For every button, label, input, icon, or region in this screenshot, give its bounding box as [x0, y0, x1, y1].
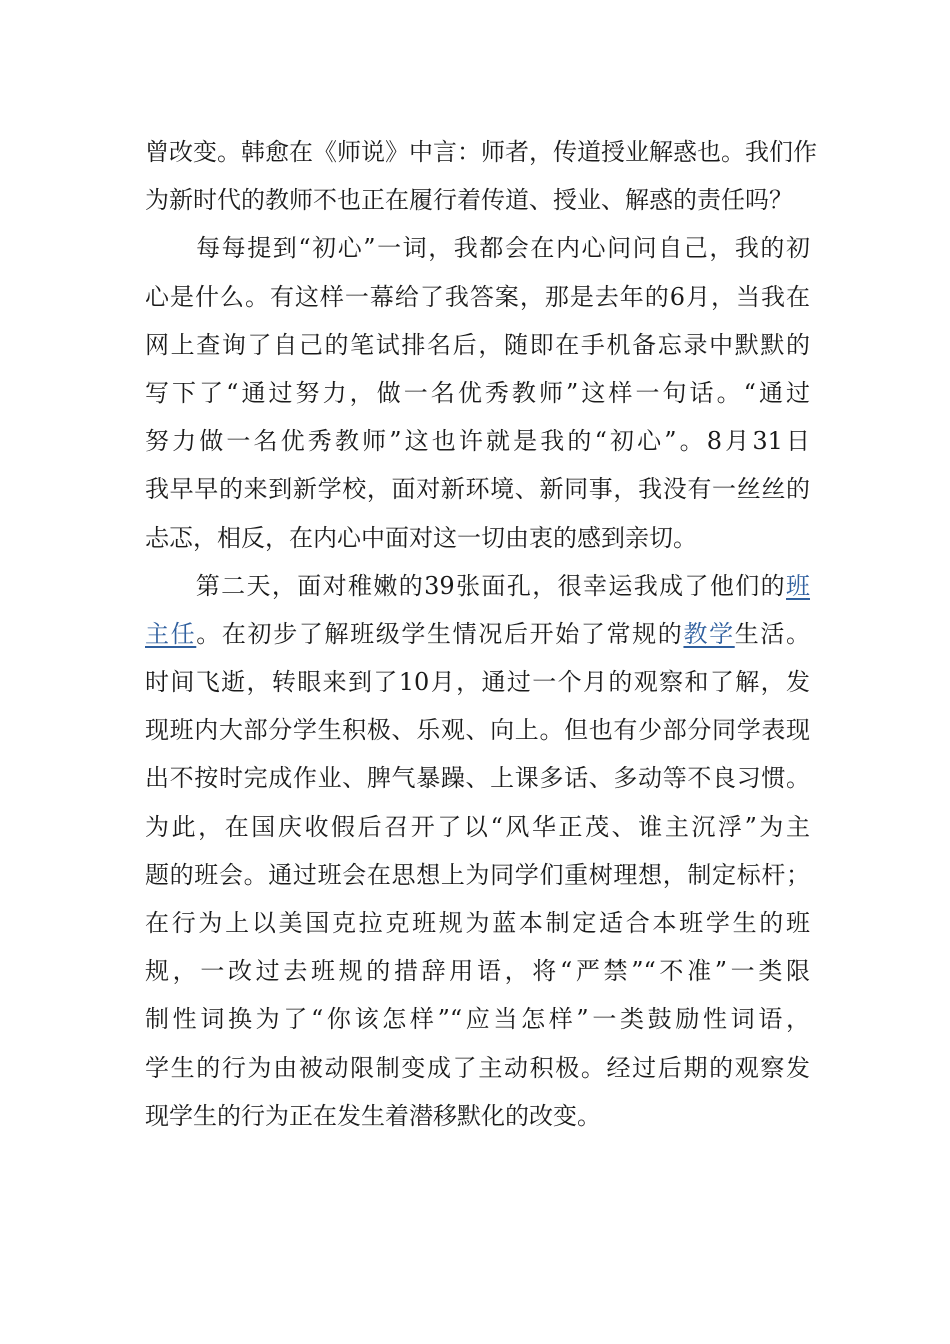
text-line: 努力做一名优秀教师”这也许就是我的“初心”。8月31日	[145, 427, 810, 456]
text-line: 现学生的行为正在发生着潜移默化的改变。	[145, 1101, 601, 1130]
text-line	[145, 610, 810, 658]
text-line: 规，一改过去班规的措辞用语，将“严禁”“不准”一类限	[145, 957, 810, 986]
text-line: 为新时代的教师不也正在履行着传道、授业、解惑的责任吗？	[145, 186, 793, 215]
text-line: 我早早的来到新学校，面对新环境、新同事，我没有一丝丝的	[145, 475, 810, 504]
text-line: 写下了“通过努力，做一名优秀教师”这样一句话。“通过	[145, 378, 810, 407]
link-class-teacher[interactable]: 班	[786, 571, 810, 600]
text-line: 为此，在国庆收假后召开了以“风华正茂、谁主沉浮”为主	[145, 812, 810, 841]
text-line: 忐忑，相反，在内心中面对这一切由衷的感到亲切。	[145, 523, 697, 552]
text-line: 现班内大部分学生积极、乐观、向上。但也有少部分同学表现	[145, 716, 810, 745]
text-line: 在行为上以美国克拉克班规为蓝本制定适合本班学生的班	[145, 909, 810, 937]
paragraph-2	[145, 224, 810, 561]
text-line: 题的班会。通过班会在思想上为同学们重树理想，制定标杆；	[145, 860, 810, 889]
text-line: 时间飞逝，转眼来到了10月，通过一个月的观察和了解，发	[145, 668, 810, 697]
text-line: 学生的行为由被动限制变成了主动积极。经过后期的观察发	[145, 1053, 810, 1082]
text-line: 制性词换为了“你该怎样”“应当怎样”一类鼓励性词语，	[145, 1005, 810, 1034]
text-line: 每每提到“初心”一词，我都会在内心问问自己，我的初	[145, 234, 810, 263]
text-line: 出不按时完成作业、脾气暴躁、上课多话、多动等不良习惯。	[145, 764, 810, 793]
paragraph-1	[145, 128, 817, 224]
text-segment: 第二天，面对稚嫩的39张面孔，很幸运我成了他们的	[145, 571, 786, 600]
text-line	[145, 562, 810, 610]
text-segment: 。在初步了解班级学生情况后开始了常规的	[196, 619, 684, 648]
body-text	[145, 128, 817, 1140]
paragraph-3	[145, 562, 810, 1140]
link-teaching[interactable]: 教学	[683, 619, 735, 648]
link-class-teacher-cont[interactable]: 主任	[145, 619, 197, 648]
text-line: 曾改变。韩愈在《师说》中言：师者，传道授业解惑也。我们作	[145, 138, 817, 166]
text-line: 网上查询了自己的笔试排名后，随即在手机备忘录中默默的	[145, 330, 810, 359]
text-line: 心是什么。有这样一幕给了我答案，那是去年的6月，当我在	[145, 282, 810, 311]
text-segment: 生活。	[734, 619, 811, 648]
